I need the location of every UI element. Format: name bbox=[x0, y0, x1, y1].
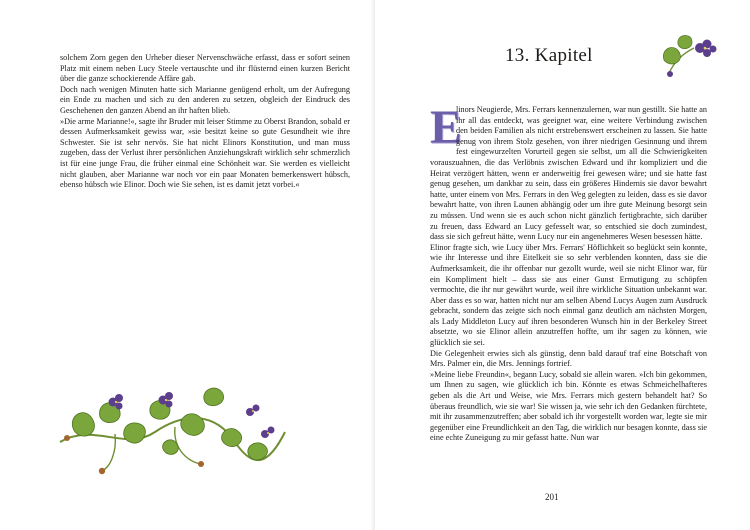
left-page-body bbox=[60, 53, 350, 191]
right-paragraph: »Meine liebe Freundin«, begann Lucy, sobald sie allein waren. »Ich bin gekommen, um Ihnen zu sagen, wie glücklich ich bin. Könnte es etwas Schmeichelhafteres geben als die Art und Weise, wie Mrs. Ferrars mich gestern behandelt hat? So überaus freundlich, wie sie war! Sie wissen ja, wie sehr ich den Gedanken fürchtete, mit ihr zusammenzutreffen; aber sobald ich ihr vorgestellt worden war, legte sie mir gegenüber eine Freundlichkeit an den Tag, die wirklich nur besagen konnte, dass sie eine echte Zuneigung zu mir gefasst hatte. Nun war bbox=[430, 369, 707, 443]
chapter-opening-paragraph bbox=[430, 101, 707, 243]
violet-vine-illustration bbox=[55, 372, 295, 477]
right-page-body bbox=[430, 101, 707, 444]
right-page bbox=[375, 0, 750, 530]
right-paragraph: Elinor fragte sich, wie Lucy über Mrs. Ferrars' Höflichkeit so beglückt sein konnte, wie ihr Interesse und ihre Eitelkeit sie so sehr verblenden konnten, dass sie die Aufmerksamkeit, die ihr offenbar nur gezollt wurde, weil sie nicht Elinor war, für ein Kompliment hielt – dass sie aus einer Gunst Ermutigung zu schöpfen vermochte, die ihr nur gewährt wurde, weil ihre wirkliche Situation unbekannt war. Aber dass es so war, hatten nicht nur am selben Abend Lucys Augen zum Ausdruck gebracht, sondern das zeigte sich noch einmal ganz deutlich am nächsten Morgen, als Lady Middleton Lucy auf ihren besonderen Wunsch hin in der Berkeley Street absetzte, wo sie Elinor allein anzutreffen hoffte, um ihr sagen zu können, wie glücklich sie sei. bbox=[430, 242, 707, 348]
chapter-title: 13. Kapitel bbox=[505, 45, 593, 66]
left-paragraph: solchem Zorn gegen den Urheber dieser Nervenschwäche erfasst, dass er sofort seinen Platz mit einem neben Lucy Steele vertauschte und ihr flüsternd einen kurzen Bericht über die ganze schockierende Affäre gab. bbox=[60, 53, 350, 84]
violet-sprig-illustration bbox=[660, 30, 720, 80]
drop-cap: E bbox=[430, 101, 463, 154]
page-number: 201 bbox=[545, 492, 559, 502]
left-paragraph: »Die arme Marianne!«, sagte ihr Bruder mit leiser Stimme zu Oberst Brandon, sobald er dessen Aufmerksamkeit gewiss war, »sie besitzt keine so gute Gesundheit wie ihre Schwester. Sie ist sehr nervös. Sie hat nicht Elinors Konstitution, und man muss zugeben, dass der Verlust ihrer persönlichen Anziehungskraft wirklich sehr schmerzlich ist für eine junge Frau, die früher einmal eine Schönheit war. Sie werden es vielleicht nicht glauben, aber Marianne war noch vor ein paar Monaten bemerkenswert hübsch, ebenso hübsch wie Elinor. Doch wie Sie sehen, ist es damit jetzt vorbei.« bbox=[60, 116, 350, 190]
right-paragraph: Die Gelegenheit erwies sich als günstig, denn bald darauf traf eine Botschaft von Mrs. Palmer ein, die Mrs. Jennings fortrief. bbox=[430, 348, 707, 369]
opening-paragraph-text: linors Neugierde, Mrs. Ferrars kennenzulernen, war nun gestillt. Sie hatte an ihr all das entdeckt, was geeignet war, eine weitere Verbindung zwischen den beiden Familien als nicht erstrebenswert erscheinen zu lassen. Sie hatte genug von ihrem Stolz gesehen, von ihrer niedrigen Gesinnung und ihrem fest eingewurzelten Vorurteil gegen sie selbst, um all die Schwierigkeiten vorauszuahnen, die das Verlöbnis zwischen Edward und ihr kompliziert und die Heirat verzögert hätten, wenn er anderweitig frei gewesen wäre; und sie hatte fast genug gesehen, um dankbar zu sein, dass ein größeres Hindernis sie davor bewahrt hatte, unter einem von Mrs. Ferrars in den Weg gelegten zu leiden, dass es sie davor bewahrt hatte, von ihren Launen abhängig oder um ihre gute Meinung besorgt sein zu müssen. Und wenn sie es auch schon nicht gänzlich fertigbrachte, sich darüber zu freuen, dass Edward an Lucy gefesselt war, so entschied sie doch zumindest, dass sie sich gefreut hätte, wenn Lucy nur ein angenehmeres Wesen besessen hätte. bbox=[430, 105, 707, 242]
left-paragraph: Doch nach wenigen Minuten hatte sich Marianne genügend erholt, um der Aufregung ein Ende zu machen und sich zu den anderen zu setzen, obgleich der Eindruck des Geschehenen den ganzen Abend an ihr haften blieb. bbox=[60, 84, 350, 115]
